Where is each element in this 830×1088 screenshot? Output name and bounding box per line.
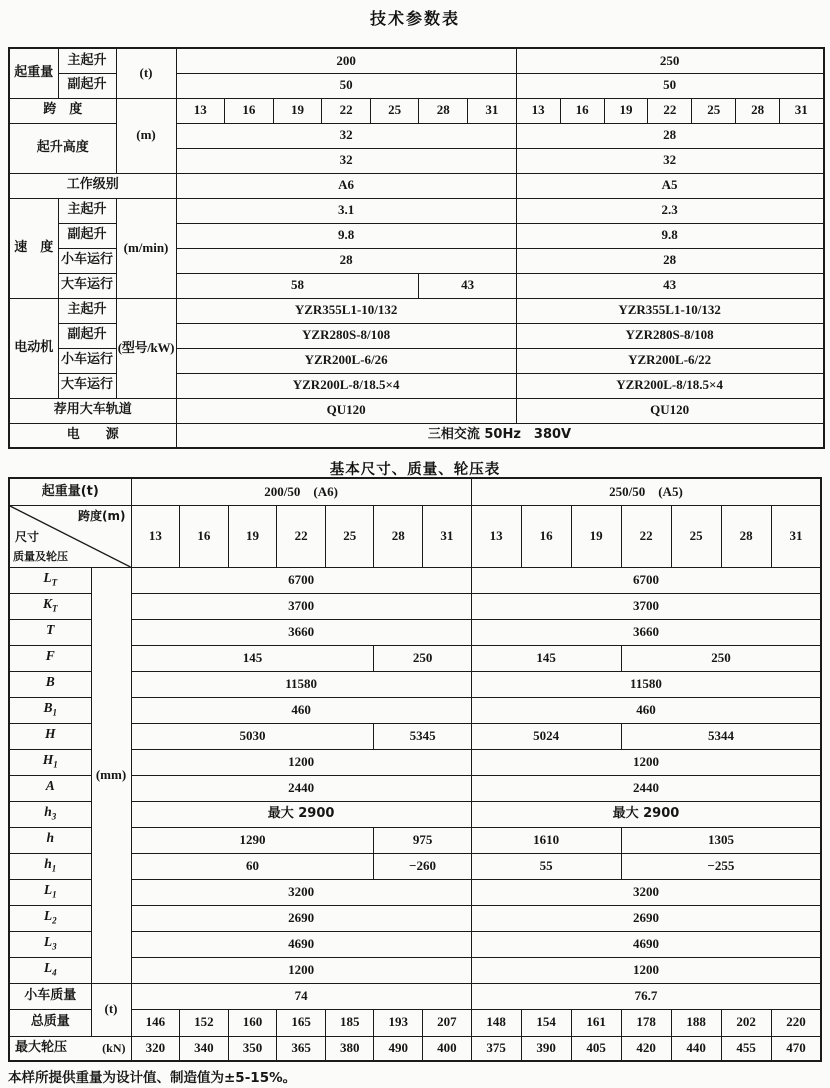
table-row [9,1009,821,1036]
row-label-L2: $L_2$ [9,905,91,931]
value-cell: 6700 [131,567,471,593]
value-cell: QU120 [516,398,823,423]
speed-crane-label: 大车运行 [58,273,116,298]
span-value-cell: 31 [780,98,824,123]
value-cell: 460 [131,697,471,723]
value-cell: 193 [374,1009,423,1036]
value-cell: −255 [621,853,821,879]
value-cell: A5 [516,173,823,198]
span-value-cell: 25 [370,98,419,123]
span-header-cell: 31 [423,505,472,567]
span-value-cell: 28 [736,98,780,123]
value-cell: 178 [621,1009,671,1036]
value-cell: YZR355L1-10/132 [516,298,823,323]
value-cell: 4690 [131,931,471,957]
span-header-cell: 13 [131,505,180,567]
value-cell: 148 [471,1009,521,1036]
span-value-cell: 16 [225,98,274,123]
span-value-cell: 19 [604,98,648,123]
power-label: 电 源 [9,423,176,448]
trolley-mass-label: 小车质量 [9,983,91,1009]
value-cell: 3700 [471,593,821,619]
speed-label: 速 度 [9,198,58,298]
row-label-LT: $L_T$ [9,567,91,593]
capacity-aux-label: 副起升 [58,73,116,98]
value-cell: 9.8 [516,223,823,248]
span-header-cell: 25 [325,505,374,567]
value-cell: 5024 [471,723,621,749]
span-value-cell: 16 [560,98,604,123]
value-cell: 58 [176,273,419,298]
value-cell: 165 [277,1009,326,1036]
table-row [9,671,821,697]
value-cell: 975 [374,827,471,853]
table-row [9,619,821,645]
value-cell: 11580 [131,671,471,697]
table-row [9,173,824,198]
value-cell: 146 [131,1009,180,1036]
speed-main-label: 主起升 [58,198,116,223]
wheel-load-label: 最大轮压 [15,1040,68,1056]
value-cell: 1305 [621,827,821,853]
row-label-A: A [9,775,91,801]
value-cell: 2440 [471,775,821,801]
span-header-cell: 22 [621,505,671,567]
span-value-cell: 13 [176,98,225,123]
diagonal-header-cell [9,505,131,567]
value-cell: 55 [471,853,621,879]
group-header: 200/50 (A6) [131,478,471,505]
value-cell: YZR200L-8/18.5×4 [176,373,516,398]
value-cell: 365 [277,1036,326,1061]
table1-title: 技术参数表 [369,9,460,28]
capacity-unit: (t) [116,48,176,98]
value-cell: 3200 [131,879,471,905]
value-cell: 207 [423,1009,472,1036]
value-cell: YZR355L1-10/132 [176,298,516,323]
row-label-KT: $K_T$ [9,593,91,619]
value-cell: YZR200L-6/26 [176,348,516,373]
value-cell: A6 [176,173,516,198]
value-cell: YZR200L-8/18.5×4 [516,373,823,398]
value-cell: 32 [176,123,516,148]
unit-mm: (mm) [91,567,131,983]
capacity-header: 起重量(t) [9,478,131,505]
value-cell: 160 [228,1009,277,1036]
span-header-cell: 28 [374,505,423,567]
motor-main-label: 主起升 [58,298,116,323]
span-value-cell: 19 [273,98,322,123]
value-cell: 43 [516,273,823,298]
value-cell: 152 [180,1009,229,1036]
table-row [9,957,821,983]
span-label: 跨 度 [9,98,116,123]
value-cell: 32 [516,148,823,173]
value-cell: 1200 [131,957,471,983]
value-cell: 3700 [131,593,471,619]
value-cell: 455 [721,1036,771,1061]
row-label-F: F [9,645,91,671]
value-cell: 250 [516,48,823,73]
table-row [9,697,821,723]
diag-span-label: 跨度(m) [78,508,126,523]
motor-label: 电动机 [9,298,58,398]
height-label: 起升高度 [9,123,116,173]
row-label-h3: $h_3$ [9,801,91,827]
row-label-H: H [9,723,91,749]
value-cell: 3660 [471,619,821,645]
total-mass-label: 总质量 [9,1009,91,1036]
table-row [9,505,821,567]
power-value: 三相交流 50Hz 380V [176,423,824,448]
value-cell: YZR200L-6/22 [516,348,823,373]
dimensions-table [8,477,822,1062]
value-cell: 2.3 [516,198,823,223]
value-cell: 420 [621,1036,671,1061]
table-row [9,749,821,775]
table-row [9,931,821,957]
table2-title: 基本尺寸、质量、轮压表 [329,462,501,478]
motor-aux-label: 副起升 [58,323,116,348]
value-cell: 1200 [471,957,821,983]
table-row [9,723,821,749]
unit-kn: (kN) [102,1040,126,1055]
table-row [9,775,821,801]
table-row [9,423,824,448]
unit-t: (t) [91,983,131,1036]
value-cell: 380 [325,1036,374,1061]
value-cell: 3200 [471,879,821,905]
diag-mass-label: 质量及轮压 [13,550,68,564]
value-cell: QU120 [176,398,516,423]
speed-unit: (m/min) [116,198,176,298]
value-cell: 74 [131,983,471,1009]
value-cell: YZR280S-8/108 [176,323,516,348]
value-cell: 375 [471,1036,521,1061]
span-header-cell: 16 [521,505,571,567]
row-label-B1: $B_1$ [9,697,91,723]
span-header-cell: 25 [671,505,721,567]
value-cell: 490 [374,1036,423,1061]
value-cell: 32 [176,148,516,173]
value-cell: 200 [176,48,516,73]
span-value-cell: 22 [648,98,692,123]
value-cell: 440 [671,1036,721,1061]
value-cell: 1200 [131,749,471,775]
value-cell: 202 [721,1009,771,1036]
diag-dim-label: 尺寸 [15,529,40,544]
table-row [9,593,821,619]
value-cell: 1290 [131,827,374,853]
span-header-cell: 13 [471,505,521,567]
motor-unit: (型号/kW) [116,298,176,398]
value-cell: 9.8 [176,223,516,248]
value-cell: 50 [516,73,823,98]
value-cell: −260 [374,853,471,879]
span-value-cell: 13 [516,98,560,123]
table-row [9,905,821,931]
value-cell: 60 [131,853,374,879]
value-cell: YZR280S-8/108 [516,323,823,348]
span-value-cell: 31 [468,98,517,123]
value-cell: 161 [571,1009,621,1036]
value-cell: 154 [521,1009,571,1036]
span-value-cell: 25 [692,98,736,123]
table-row [9,983,821,1009]
rail-label: 荐用大车轨道 [9,398,176,423]
motor-crane-label: 大车运行 [58,373,116,398]
span-value-cell: 22 [322,98,371,123]
value-cell: 320 [131,1036,180,1061]
speed-aux-label: 副起升 [58,223,116,248]
row-label-h1: $h_1$ [9,853,91,879]
span-header-cell: 19 [228,505,277,567]
span-header-cell: 16 [180,505,229,567]
value-cell: 185 [325,1009,374,1036]
value-cell: 145 [131,645,374,671]
table-row [9,478,821,505]
value-cell: 145 [471,645,621,671]
span-header-cell: 31 [771,505,821,567]
value-cell: 400 [423,1036,472,1061]
capacity-main-label: 主起升 [58,48,116,73]
value-cell: 1610 [471,827,621,853]
span-header-cell: 19 [571,505,621,567]
footnote: 本样所提供重量为设计值、制造值为±5-15%。 [8,1070,297,1086]
value-cell: 2440 [131,775,471,801]
value-cell: 11580 [471,671,821,697]
group-header: 250/50 (A5) [471,478,821,505]
span-header-cell: 22 [277,505,326,567]
value-cell: 最大 2900 [471,801,821,827]
table-row [9,1036,821,1061]
value-cell: 460 [471,697,821,723]
value-cell: 2690 [131,905,471,931]
value-cell: 76.7 [471,983,821,1009]
wheel-load-label-cell [9,1036,131,1061]
value-cell: 2690 [471,905,821,931]
table-row [9,645,821,671]
span-value-cell: 28 [419,98,468,123]
value-cell: 50 [176,73,516,98]
table-row [9,48,824,73]
value-cell: 4690 [471,931,821,957]
table-row [9,567,821,593]
value-cell: 470 [771,1036,821,1061]
table-row [9,198,824,223]
value-cell: 3660 [131,619,471,645]
row-label-H1: $H_1$ [9,749,91,775]
table-row [9,298,824,323]
table-row [9,98,824,123]
value-cell: 1200 [471,749,821,775]
row-label-T: T [9,619,91,645]
table-row [9,827,821,853]
duty-label: 工作级别 [9,173,176,198]
span-unit: (m) [116,98,176,173]
value-cell: 5345 [374,723,471,749]
value-cell: 28 [176,248,516,273]
value-cell: 3.1 [176,198,516,223]
table-row [9,879,821,905]
table-row [9,853,821,879]
row-label-h: h [9,827,91,853]
row-label-L4: $L_4$ [9,957,91,983]
span-header-cell: 28 [721,505,771,567]
row-label-B: B [9,671,91,697]
value-cell: 5344 [621,723,821,749]
value-cell: 5030 [131,723,374,749]
value-cell: 188 [671,1009,721,1036]
value-cell: 最大 2900 [131,801,471,827]
row-label-L1: $L_1$ [9,879,91,905]
row-label-L3: $L_3$ [9,931,91,957]
value-cell: 28 [516,248,823,273]
value-cell: 405 [571,1036,621,1061]
value-cell: 250 [621,645,821,671]
value-cell: 28 [516,123,823,148]
motor-trolley-label: 小车运行 [58,348,116,373]
tech-params-table [8,47,825,449]
value-cell: 6700 [471,567,821,593]
table-row [9,801,821,827]
value-cell: 390 [521,1036,571,1061]
capacity-label: 起重量 [9,48,58,98]
value-cell: 350 [228,1036,277,1061]
speed-trolley-label: 小车运行 [58,248,116,273]
table-row [9,398,824,423]
value-cell: 250 [374,645,471,671]
value-cell: 340 [180,1036,229,1061]
value-cell: 220 [771,1009,821,1036]
value-cell: 43 [419,273,516,298]
